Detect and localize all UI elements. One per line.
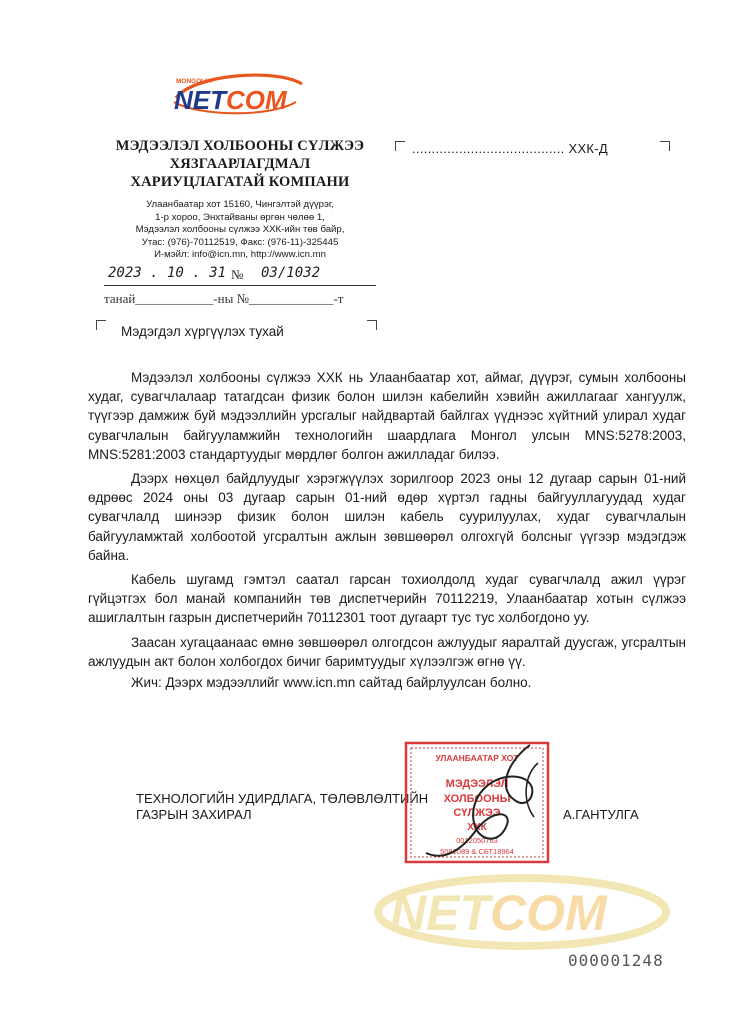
body-paragraph: Кабель шугамд гэмтэл саатал гарсан тохиолдолд худаг сувагчлалд ажил үүрэг гүйцэтгэх бол манай компанийн төв диспетчерийн 70112219, Улаанбаатар хотын сүлжээ ашиглалтын газрын диспетчерийн 70112301 тоот дугаарт тус тус холбогдоно уу. [88,572,686,626]
recipient-corner-left [395,141,405,151]
body-paragraph: Дээрх нөхцөл байдлуудыг хэрэгжүүлэх зорилгоор 2023 оны 12 дугаар сарын 01-ний өдрөөс 2024 оны 03 дугаар сарын 01-ний өдөр хүртэл гадны байгууллагуудад худаг сувагчлалд шинээр физик болон шилэн кабель суурилуулах, худаг сувагчлалын байгууламжтай холбоотой угсралтын ажлын зөвшөөрөл олгохгүй болсныг үүгээр мэдэгдэж байна. [88,471,686,563]
company-name-line: ХАРИУЦЛАГАТАЙ КОМПАНИ [130,174,350,190]
netcom-logo [168,72,306,118]
address-line: Улаанбаатар хот 15160, Чингэлтэй дүүрэг, [146,199,334,210]
logo-top-text: MONGOLIA [176,78,212,85]
body-paragraph: Мэдээлэл холбооны сүлжээ ХХК нь Улаанбаатар хот, аймаг, дүүрэг, сумын холбооны худаг, сувагчлалаар татагдсан физик болон шилэн кабелийн хэвийн ажиллагааг хангуулж, түүгээр дамжиж буй мэдээллийн урсгалыг найдвартай байлгах үүднээс хүйтний улирал худаг сувагчлалын байгууламжийн технологийн шаардлага Монгол улсын MNS:5278:2003, MNS:5281:2003 стандартуудыг мөрдлөг болгон ажилладаг билээ. [88,370,686,462]
date-number-line [104,265,376,286]
reference-line: танай____________-ны №_____________-т [104,291,344,306]
date-handwritten: 2023 . 10 . 31 [108,265,227,281]
subject-corner-left [96,320,106,330]
watermark-brand-com: COM [490,885,607,941]
stamp-line: 0012050763 [456,836,498,845]
body-paragraph: Заасан хугацаанаас өмнө зөвшөөрөл олгогдсон ажлуудыг яаралтай дуусгаж, угсралтын ажлуудын акт болон холбогдох бичиг баримтуудыг хүлээлгэж өгнө үү. [88,634,686,669]
stamp-line: СҮЛЖЭЭ [453,807,501,819]
company-name [95,137,385,191]
watermark-brand-net: NET [390,885,490,941]
company-name-line: МЭДЭЭЛЭЛ ХОЛБООНЫ СҮЛЖЭЭ [115,138,365,154]
netcom-watermark [372,868,672,952]
recipient-corner-right [660,141,670,151]
signatory-title-line: ГАЗРЫН ЗАХИРАЛ [136,807,252,822]
subject-corner-right [367,320,377,330]
letter-body [88,368,686,692]
number-handwritten: 03/1032 [261,265,321,281]
address-line: Утас: (976)-70112519, Факс: (976-11)-325445 [141,236,339,248]
signatory-name: А.ГАНТУЛГА [563,807,639,822]
stamp-line: ХХК [467,822,487,833]
number-label: № [231,267,244,282]
address-line: Мэдээлэл холбооны сүлжээ ХХК-ийн төв байр, [135,224,345,236]
serial-number: 000001248 [568,951,664,970]
company-address [95,199,385,262]
company-name-line: ХЯЗГААРЛАГДМАЛ [169,156,311,172]
stamp-line: ХОЛБООНЫ [443,793,511,805]
stamp-line: МЭДЭЭЛЭЛ [445,778,509,790]
body-paragraph: Жич: Дээрх мэдээллийг www.icn.mn сайтад байрлуулсан болно. [131,675,532,691]
signatory-title-line: ТЕХНОЛОГИЙН УДИРДЛАГА, ТӨЛӨВЛӨЛТИЙН [136,791,429,806]
address-line: И-мэйл: info@icn.mn, http://www.icn.mn [154,249,326,261]
address-line: 1-р хороо, Энхтайваны өргөн чөлөө 1, [155,211,325,223]
stamp-line: УЛААНБААТАР ХОТ [435,753,519,763]
stamp-line: 5081089 & СБТ18964 [440,847,514,856]
company-stamp [404,741,550,864]
logo-brand-com: COM [226,85,287,115]
subject-line: Мэдэгдэл хүргүүлэх тухай [121,324,284,339]
recipient-line: ....................................... ХХК-Д [412,141,609,156]
signatory-title [136,791,428,823]
logo-brand-net: NET [174,85,226,115]
